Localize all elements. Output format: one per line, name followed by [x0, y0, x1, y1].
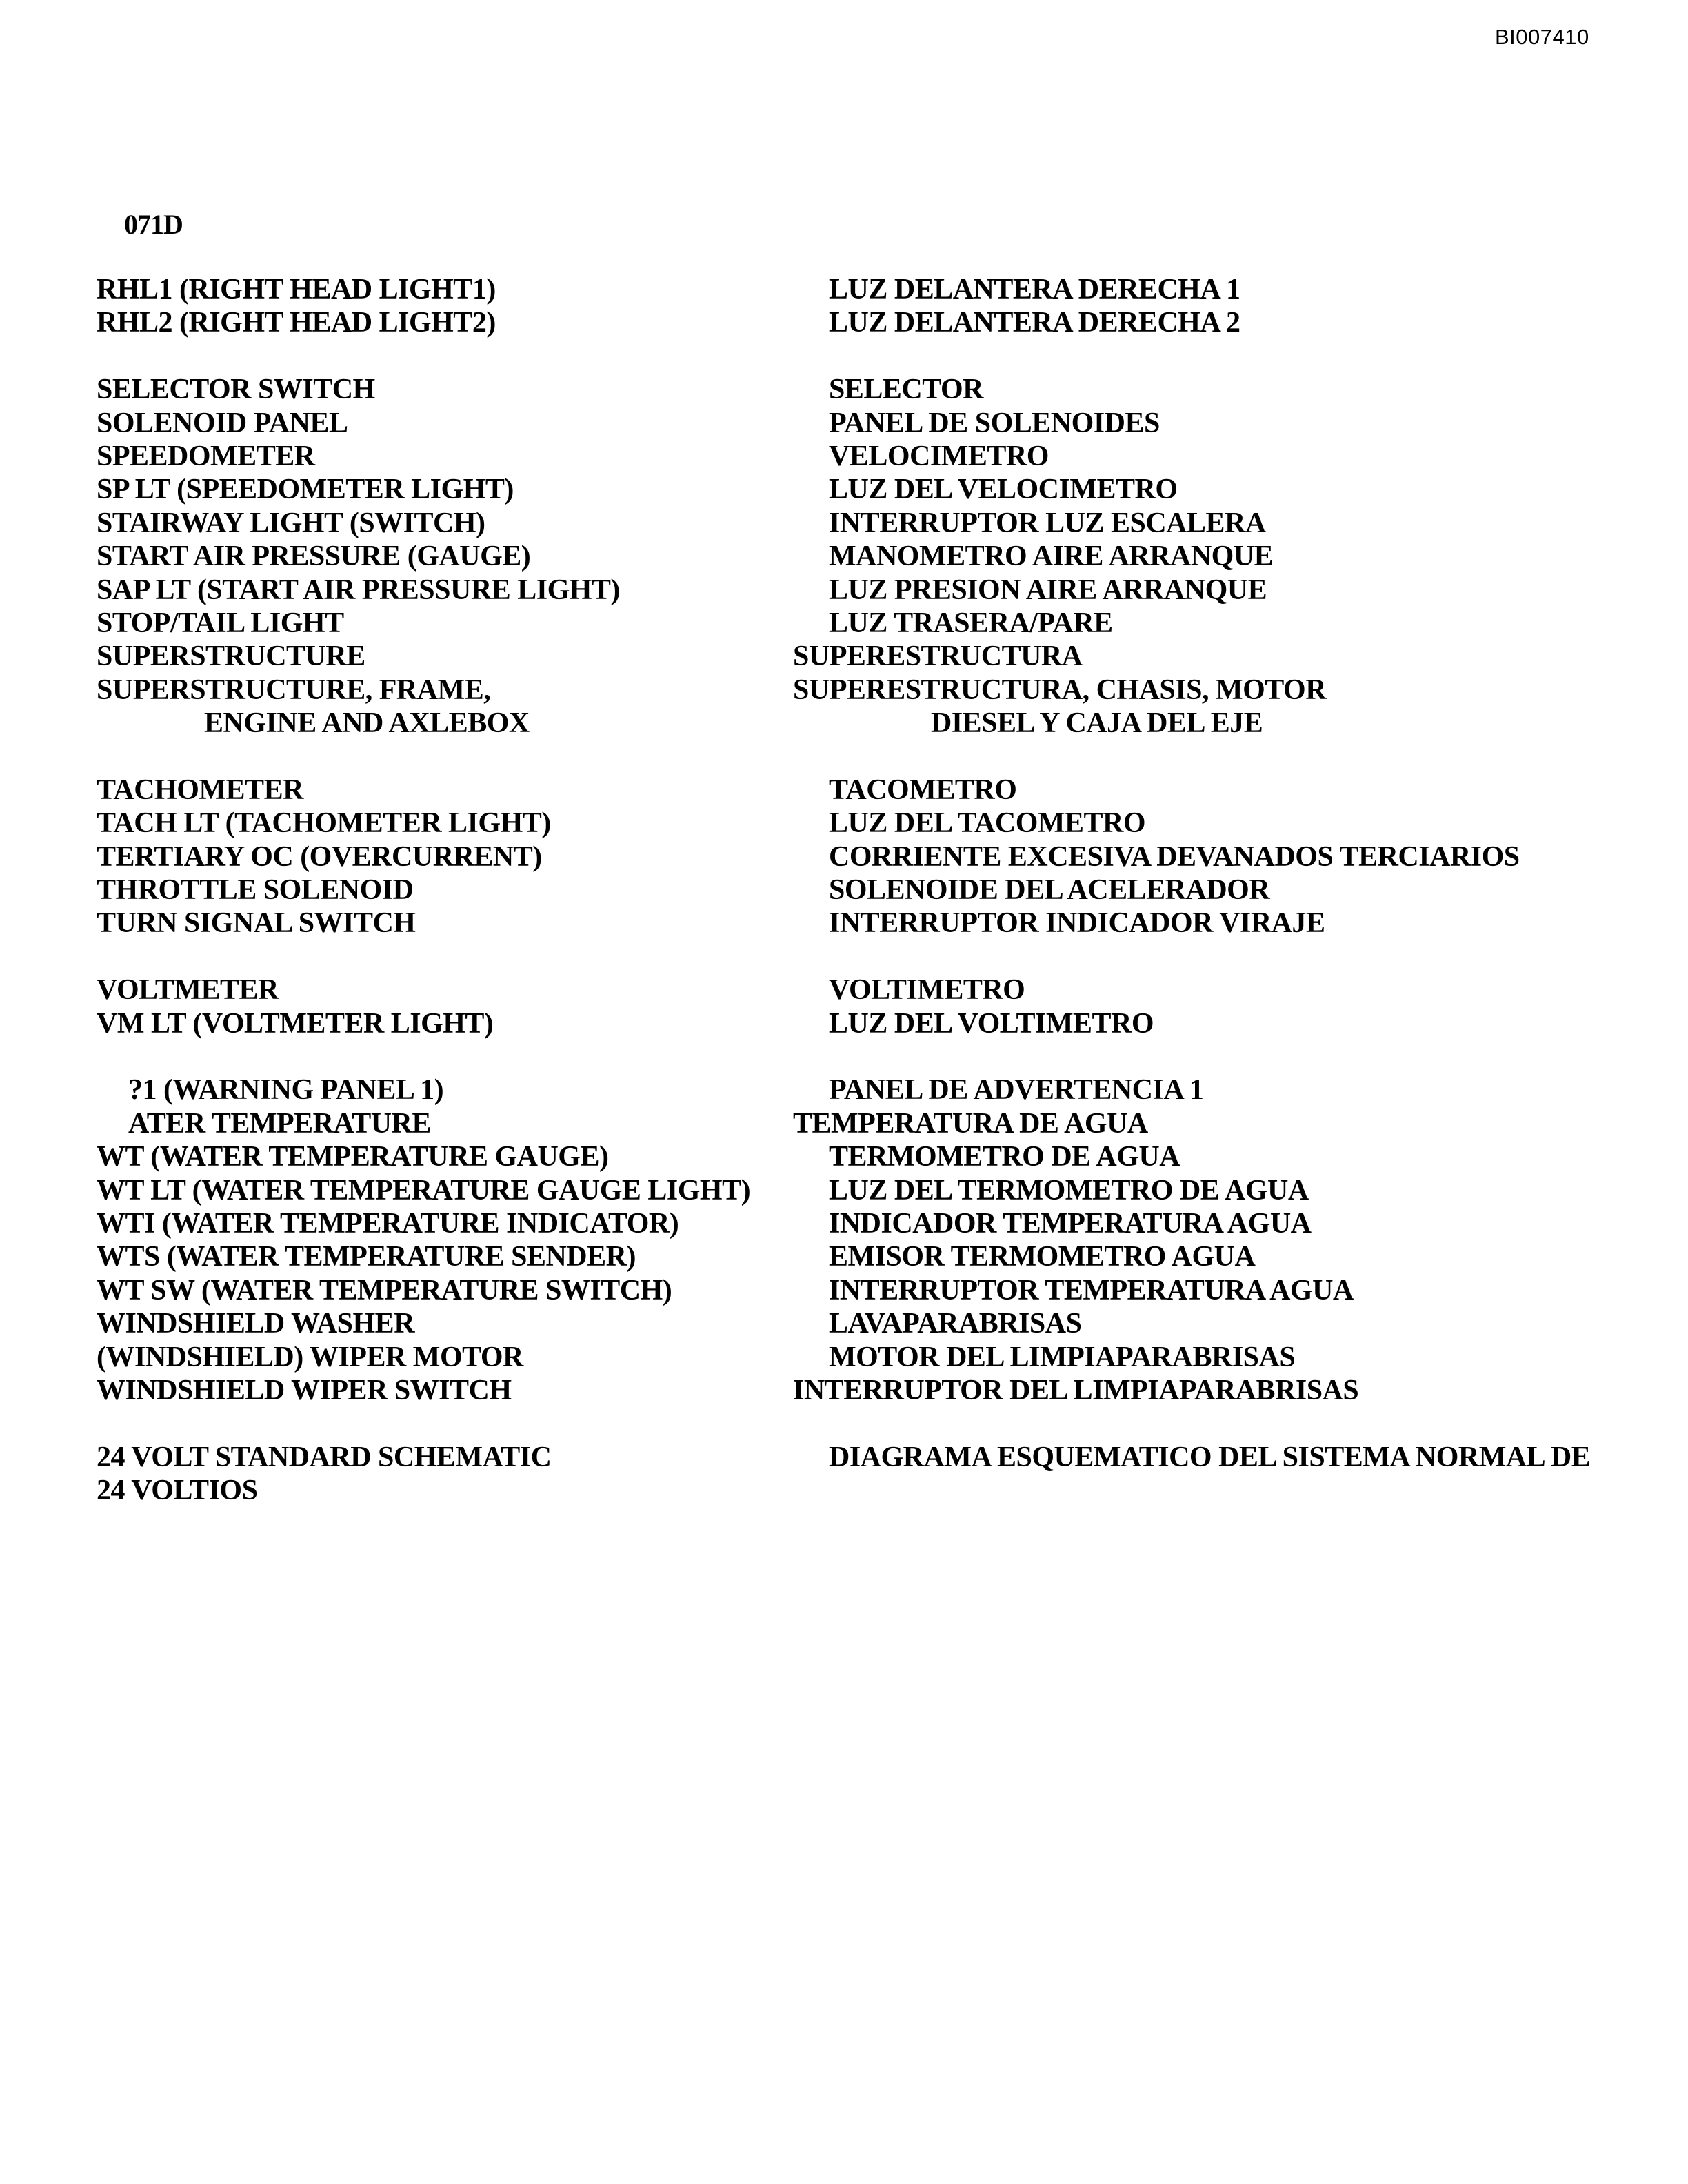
english-term: SAP LT (START AIR PRESSURE LIGHT)	[97, 574, 620, 606]
spanish-term: SUPERESTRUCTURA	[793, 640, 1083, 673]
glossary-row	[0, 1307, 1688, 1340]
glossary-row	[0, 873, 1688, 907]
english-term: RHL1 (RIGHT HEAD LIGHT1)	[97, 274, 496, 305]
english-term: ?1 (WARNING PANEL 1)	[128, 1074, 444, 1106]
glossary-row	[0, 1007, 1688, 1040]
glossary-row	[0, 273, 1688, 306]
english-term: TACH LT (TACHOMETER LIGHT)	[97, 807, 551, 840]
glossary-row	[0, 607, 1688, 640]
glossary-row	[0, 674, 1688, 707]
spanish-term: LUZ DELANTERA DERECHA 1	[829, 274, 1240, 305]
glossary-row	[0, 1107, 1688, 1140]
spanish-term: INTERRUPTOR TEMPERATURA AGUA	[829, 1274, 1354, 1306]
glossary-row	[0, 1207, 1688, 1240]
english-term: TACHOMETER	[97, 774, 303, 806]
english-term: ATER TEMPERATURE	[128, 1107, 431, 1140]
glossary-row	[0, 640, 1688, 673]
spanish-term: VOLTIMETRO	[829, 974, 1025, 1007]
spanish-term: PANEL DE SOLENOIDES	[829, 407, 1160, 439]
glossary-row	[0, 574, 1688, 607]
english-term: STAIRWAY LIGHT (SWITCH)	[97, 507, 485, 539]
glossary-row	[0, 907, 1688, 940]
spanish-term: INTERRUPTOR DEL LIMPIAPARABRISAS	[793, 1374, 1359, 1406]
english-term: SPEEDOMETER	[97, 440, 315, 472]
spanish-term: MOTOR DEL LIMPIAPARABRISAS	[829, 1341, 1296, 1373]
spanish-term: LUZ DEL TERMOMETRO DE AGUA	[829, 1174, 1309, 1206]
english-term: WTS (WATER TEMPERATURE SENDER)	[97, 1241, 636, 1273]
english-term: 24 VOLTIOS	[97, 1475, 258, 1507]
english-term: WINDSHIELD WASHER	[97, 1308, 415, 1340]
spanish-term: LAVAPARABRISAS	[829, 1308, 1082, 1340]
english-term: WT (WATER TEMPERATURE GAUGE)	[97, 1141, 609, 1173]
spanish-term: VELOCIMETRO	[829, 440, 1049, 472]
page-code: 071D	[124, 209, 183, 240]
glossary-row	[0, 1441, 1688, 1474]
spanish-term: LUZ DEL TACOMETRO	[829, 807, 1146, 840]
english-term: ENGINE AND AXLEBOX	[204, 707, 530, 740]
spanish-term: LUZ DELANTERA DERECHA 2	[829, 307, 1240, 339]
english-term: WT SW (WATER TEMPERATURE SWITCH)	[97, 1274, 672, 1306]
spanish-term: TEMPERATURA DE AGUA	[793, 1107, 1148, 1140]
glossary-row	[0, 1341, 1688, 1374]
english-term: WT LT (WATER TEMPERATURE GAUGE LIGHT)	[97, 1174, 751, 1206]
english-term: WINDSHIELD WIPER SWITCH	[97, 1374, 512, 1406]
spanish-term: MANOMETRO AIRE ARRANQUE	[829, 540, 1274, 573]
glossary-row-continuation	[0, 1474, 1688, 1507]
english-term: START AIR PRESSURE (GAUGE)	[97, 540, 531, 573]
english-term: RHL2 (RIGHT HEAD LIGHT2)	[97, 307, 496, 339]
spanish-term: EMISOR TERMOMETRO AGUA	[829, 1241, 1256, 1273]
spanish-term: PANEL DE ADVERTENCIA 1	[829, 1074, 1204, 1106]
english-term: VOLTMETER	[97, 974, 279, 1007]
spanish-term: DIESEL Y CAJA DEL EJE	[931, 707, 1263, 740]
english-term: SELECTOR SWITCH	[97, 374, 375, 406]
english-term: 24 VOLT STANDARD SCHEMATIC	[97, 1441, 552, 1473]
english-term: SUPERSTRUCTURE, FRAME,	[97, 674, 491, 706]
english-term: TERTIARY OC (OVERCURRENT)	[97, 840, 542, 873]
spanish-term: SUPERESTRUCTURA, CHASIS, MOTOR	[793, 674, 1327, 706]
glossary-row	[0, 507, 1688, 540]
spanish-term: LUZ PRESION AIRE ARRANQUE	[829, 574, 1267, 606]
english-term: TURN SIGNAL SWITCH	[97, 907, 416, 940]
english-term: VM LT (VOLTMETER LIGHT)	[97, 1007, 494, 1040]
glossary-row-continuation	[0, 707, 1688, 740]
spanish-term: INTERRUPTOR LUZ ESCALERA	[829, 507, 1266, 539]
spanish-term: LUZ DEL VELOCIMETRO	[829, 474, 1178, 506]
glossary-row	[0, 1073, 1688, 1106]
spanish-term: LUZ DEL VOLTIMETRO	[829, 1007, 1154, 1040]
glossary-row	[0, 306, 1688, 339]
spanish-term: DIAGRAMA ESQUEMATICO DEL SISTEMA NORMAL DE	[829, 1441, 1591, 1473]
english-term: STOP/TAIL LIGHT	[97, 607, 344, 639]
glossary-row	[0, 1374, 1688, 1407]
spanish-term: CORRIENTE EXCESIVA DEVANADOS TERCIARIOS	[829, 840, 1520, 873]
glossary-row	[0, 473, 1688, 506]
glossary-row	[0, 440, 1688, 473]
glossary-row	[0, 373, 1688, 406]
glossary-row	[0, 807, 1688, 840]
spanish-term: TACOMETRO	[829, 774, 1017, 806]
glossary-row	[0, 1274, 1688, 1307]
spanish-term: TERMOMETRO DE AGUA	[829, 1141, 1180, 1173]
spanish-term: SELECTOR	[829, 374, 983, 406]
glossary-row	[0, 1240, 1688, 1273]
glossary-row	[0, 774, 1688, 807]
glossary-row	[0, 973, 1688, 1007]
spanish-term: LUZ TRASERA/PARE	[829, 607, 1113, 639]
english-term: WTI (WATER TEMPERATURE INDICATOR)	[97, 1207, 679, 1240]
spanish-term: INTERRUPTOR INDICADOR VIRAJE	[829, 907, 1325, 940]
glossary-row	[0, 840, 1688, 873]
glossary-row	[0, 1140, 1688, 1173]
spanish-term: SOLENOIDE DEL ACELERADOR	[829, 874, 1270, 907]
glossary-row	[0, 540, 1688, 573]
glossary-row	[0, 407, 1688, 440]
english-term: SP LT (SPEEDOMETER LIGHT)	[97, 474, 514, 506]
glossary-list	[0, 273, 1688, 1507]
spanish-term: INDICADOR TEMPERATURA AGUA	[829, 1207, 1312, 1240]
english-term: THROTTLE SOLENOID	[97, 874, 414, 907]
english-term: (WINDSHIELD) WIPER MOTOR	[97, 1341, 523, 1373]
english-term: SUPERSTRUCTURE	[97, 640, 365, 673]
document-id: BI007410	[1495, 25, 1589, 49]
english-term: SOLENOID PANEL	[97, 407, 348, 439]
glossary-row	[0, 1174, 1688, 1207]
